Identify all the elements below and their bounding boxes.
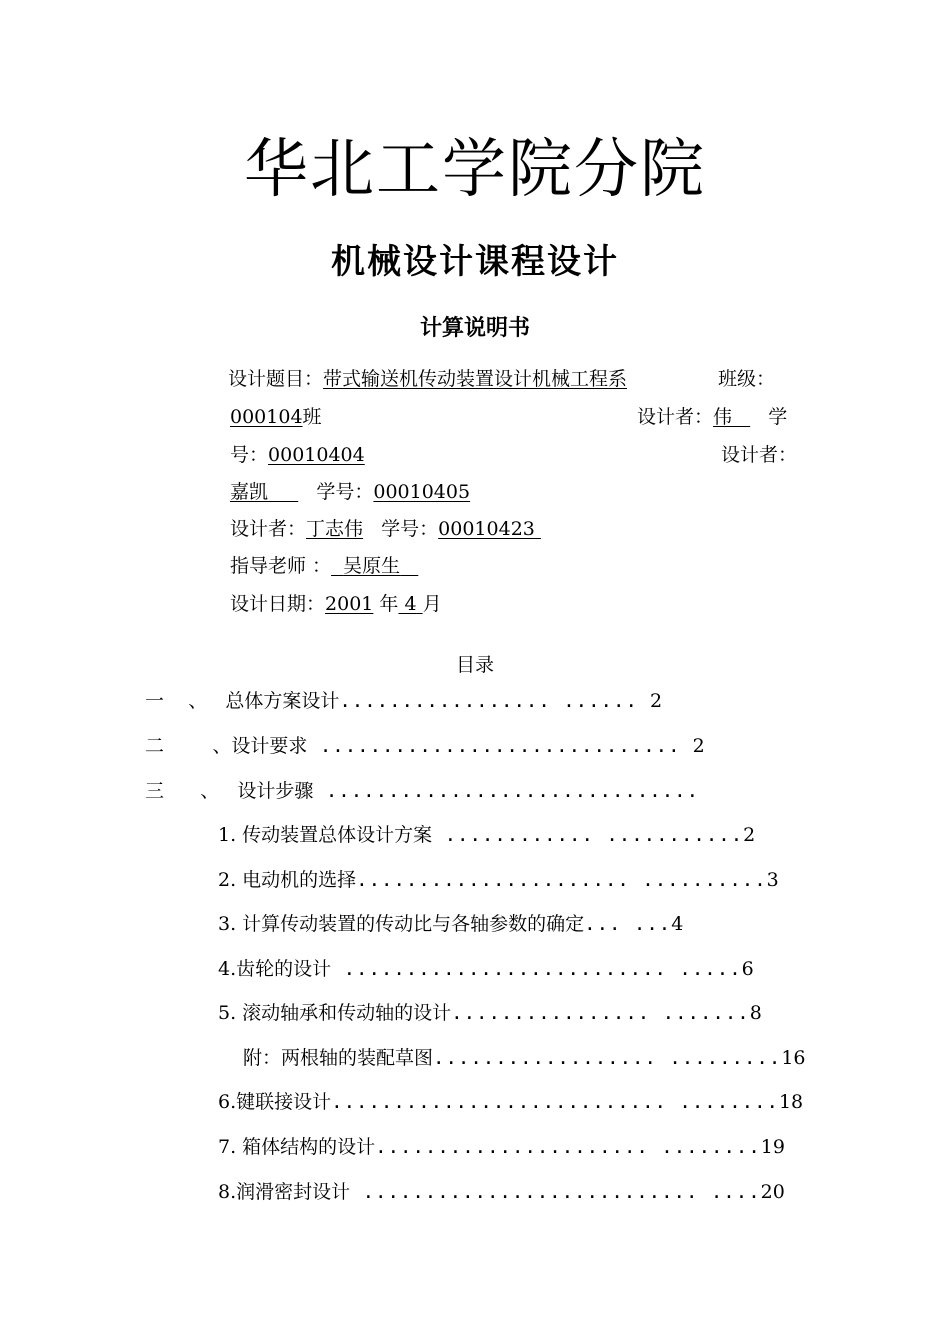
toc-subitem: 8.润滑密封设计 ........................... ....20 (218, 1181, 785, 1203)
date-month-unit: 月 (422, 593, 442, 615)
designer-3: 丁志伟 (306, 518, 364, 540)
class-suffix: 班 (302, 406, 322, 428)
class-line (230, 402, 322, 429)
date-line (230, 589, 442, 616)
student-no-line-1 (230, 440, 365, 467)
student-no-prefix-1: 学 (768, 406, 788, 428)
date-label: 设计日期： (230, 593, 326, 615)
toc-subitem: 附：两根轴的装配草图.................. .........16 (243, 1047, 806, 1069)
student-no-label-2: 学号： (316, 481, 374, 503)
toc-subitem: 7. 箱体结构的设计...................... ........19 (218, 1136, 785, 1158)
class-label: 班级： (718, 368, 776, 390)
student-no-3: 00010423 (438, 518, 535, 540)
designer-line-3 (230, 514, 541, 541)
topic-value: 带式输送机传动装置设计机械工程系 (323, 368, 628, 390)
toc-item: 二 、设计要求 ............................. 2 (145, 735, 705, 757)
toc-page: 16 (781, 1047, 806, 1069)
student-no-1: 00010404 (268, 444, 365, 466)
designer-1: 伟 (713, 406, 733, 428)
designer-label-1: 设计者： (637, 406, 714, 428)
student-no-2: 00010405 (373, 481, 471, 503)
toc-subitem: 5. 滚动轴承和传动轴的设计................ .......8 (218, 1002, 762, 1024)
toc-subitem: 6.键联接设计........................... ........18 (218, 1091, 804, 1113)
toc-page: 2 (649, 690, 663, 712)
toc-subitem: 3. 计算传动装置的传动比与各轴参数的确定... ...4 (218, 913, 684, 935)
toc-page: 20 (760, 1181, 785, 1203)
course-title: 机械设计课程设计 (331, 242, 619, 282)
designer-label-2: 设计者： (721, 444, 798, 466)
advisor-label: 指导老师 ： (230, 555, 332, 577)
toc-page: 18 (778, 1091, 804, 1113)
toc-item: 一 、 总体方案设计................. ...... 2 (145, 690, 663, 712)
student-no-label-3: 学号： (381, 518, 439, 540)
advisor-line (230, 551, 418, 578)
toc-page: 3 (766, 869, 779, 891)
advisor: 吴原生 (343, 555, 401, 577)
designer-line-2 (230, 477, 470, 504)
date-year-unit: 年 (379, 593, 399, 615)
toc-item: 三 、 设计步骤 .............................. (145, 780, 700, 802)
topic-label: 设计题目： (228, 368, 324, 390)
toc-subitem: 4.齿轮的设计 .......................... .....6 (218, 958, 754, 980)
class-value: 000104 (230, 406, 303, 428)
document-type: 计算说明书 (419, 315, 530, 341)
toc-page: 2 (743, 824, 756, 846)
designer-2: 嘉凯 (230, 481, 269, 503)
toc-page: 8 (749, 1002, 762, 1024)
toc-subitem: 2. 电动机的选择...................... ..........3 (218, 869, 779, 891)
toc-page: 4 (671, 913, 684, 935)
designer-line-1 (637, 402, 787, 429)
toc-heading: 目录 (455, 654, 494, 676)
toc-page: 2 (692, 735, 705, 757)
school-name: 华北工学院分院 (244, 133, 706, 207)
toc-page: 6 (741, 958, 754, 980)
topic-line (228, 364, 627, 391)
date-month: 4 (404, 593, 417, 615)
toc-page: 19 (760, 1136, 785, 1158)
toc-subitem: 1. 传动装置总体设计方案 ............ ...........2 (218, 824, 756, 846)
date-year: 2001 (325, 593, 374, 615)
student-no-label-1: 号： (230, 444, 269, 466)
designer-label-3: 设计者： (230, 518, 307, 540)
